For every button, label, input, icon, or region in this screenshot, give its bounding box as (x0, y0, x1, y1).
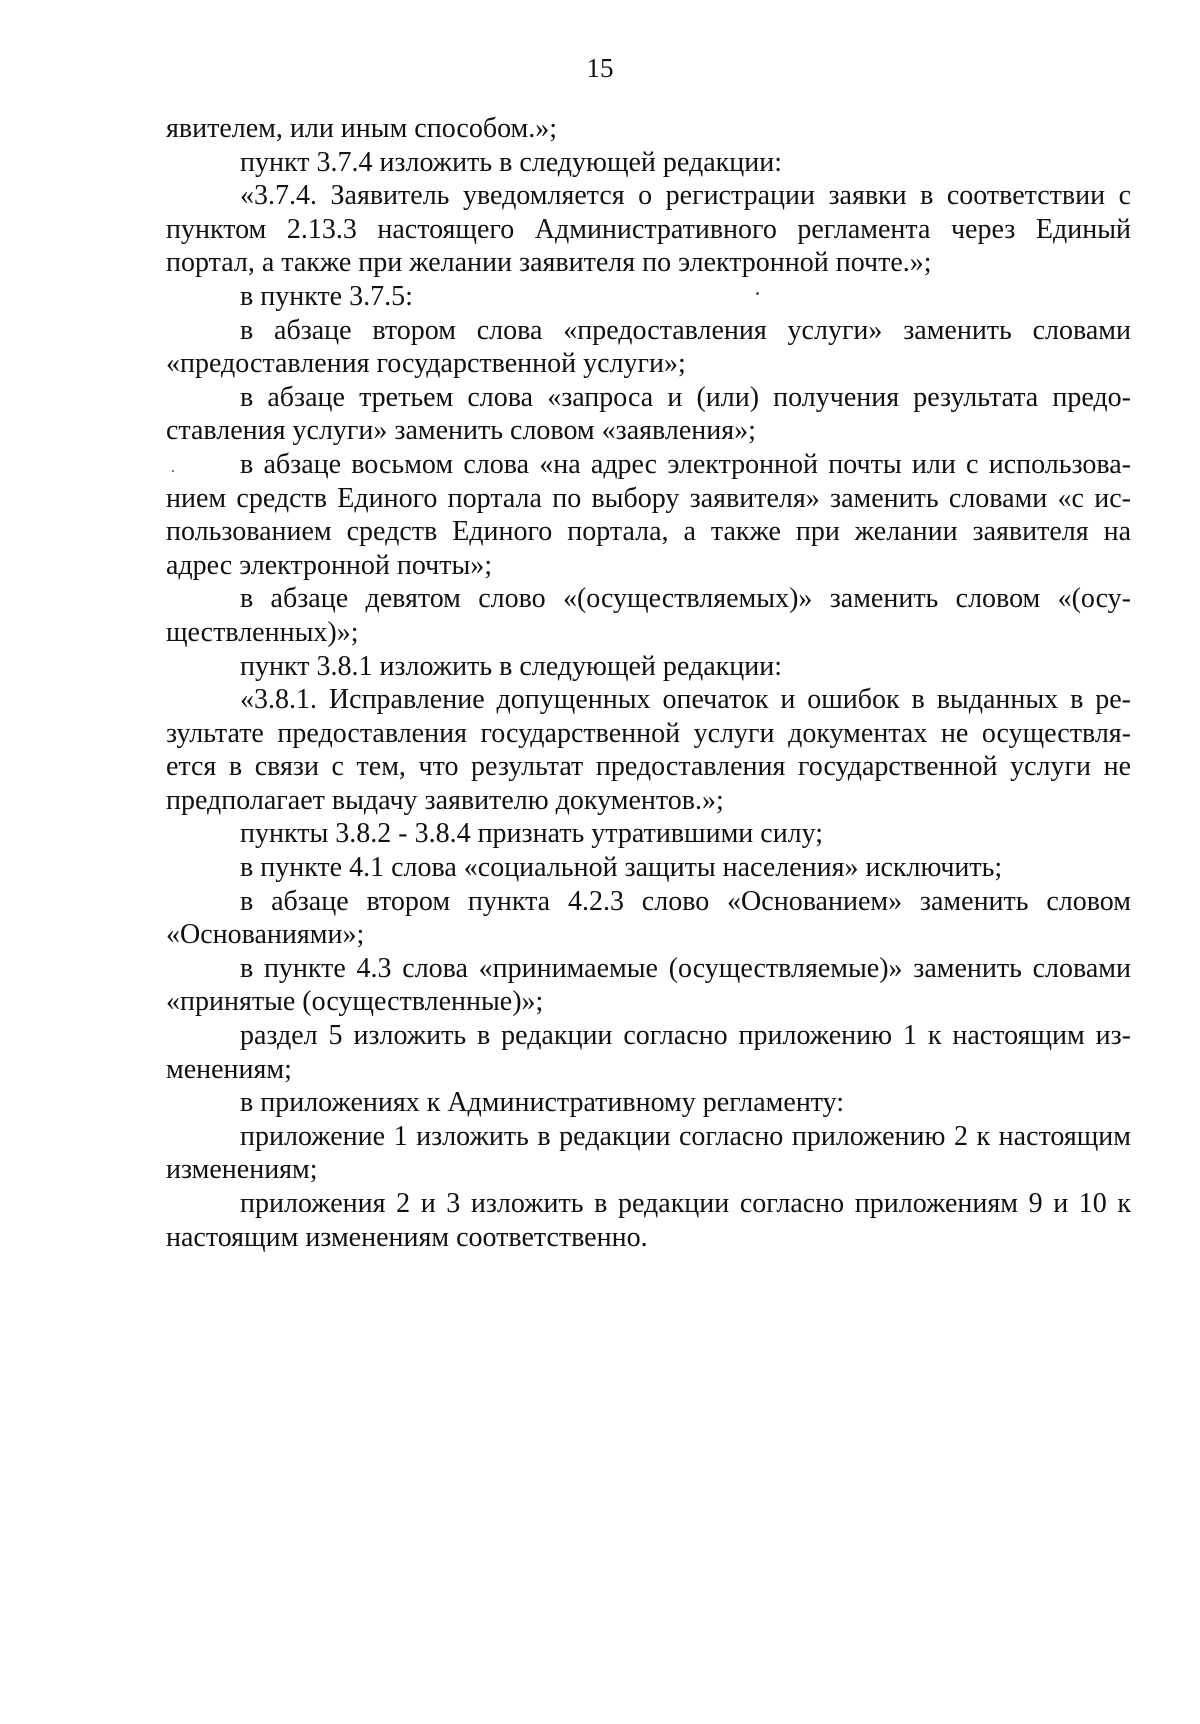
paragraph: раздел 5 изложить в редакции согласно приложению 1 к настоящим изменениям; (166, 1020, 1131, 1085)
page-number: 15 (586, 53, 614, 83)
paragraph: приложение 1 изложить в редакции согласно приложению 2 к настоящим изменениям; (166, 1120, 1131, 1186)
paragraph: явителем, или иным способом.»; (166, 113, 558, 144)
paragraph: в абзаце втором слова «предоставления услуги» заменить словами «предоставления государственной услуги»; (166, 314, 1131, 380)
paragraph: в абзаце восьмом слова «на адрес электронной почты или с использованием средств Единого портала по выбору заявителя» заменить словами «с использованием средств Единого портала, а также при желании заявителя на адрес электронной почты»; (166, 448, 1131, 581)
paragraph: в пункте 3.7.5: (240, 280, 413, 312)
paragraph: в абзаце девятом слово «(осуществляемых)» заменить словом «(осуществленных)»; (166, 583, 1131, 648)
paragraph: в пункте 4.3 слова «принимаемые (осуществляемые)» заменить словами «принятые (осуществленные)»; (166, 952, 1131, 1018)
paragraph: в приложениях к Административному регламенту: (240, 1087, 845, 1119)
paragraph: приложения 2 и 3 изложить в редакции согласно приложениям 9 и 10 к настоящим изменениям соответственно. (166, 1188, 1131, 1253)
paragraph: в пункте 4.1 слова «социальной защиты населения» исключить; (240, 852, 1003, 884)
paragraph: «3.7.4. Заявитель уведомляется о регистрации заявки в соответствии с пунктом 2.13.3 настоящего Административного регламента через Единый портал, а также при желании заявителя по электронной почте.»; (166, 180, 1131, 279)
paragraph: «3.8.1. Исправление допущенных опечаток и ошибок в выданных в результате предоставления государственной услуги документах не осуществляется в связи с тем, что результат предоставления государственной услуги не предполагает выдачу заявителю документов.»; (166, 684, 1131, 816)
paragraph: в абзаце третьем слова «запроса и (или) получения результата предоставления услуги» заменить словом «заявления»; (166, 381, 1131, 447)
document-body (166, 112, 1131, 1254)
paragraph: пункт 3.8.1 изложить в следующей редакции: (240, 650, 782, 682)
paragraph: пункт 3.7.4 изложить в следующей редакции: (240, 146, 782, 178)
paragraph: в абзаце втором пункта 4.2.3 слово «Основанием» заменить словом «Основаниями»; (166, 885, 1131, 951)
paragraph: пункты 3.8.2 - 3.8.4 признать утратившими силу; (240, 818, 824, 850)
